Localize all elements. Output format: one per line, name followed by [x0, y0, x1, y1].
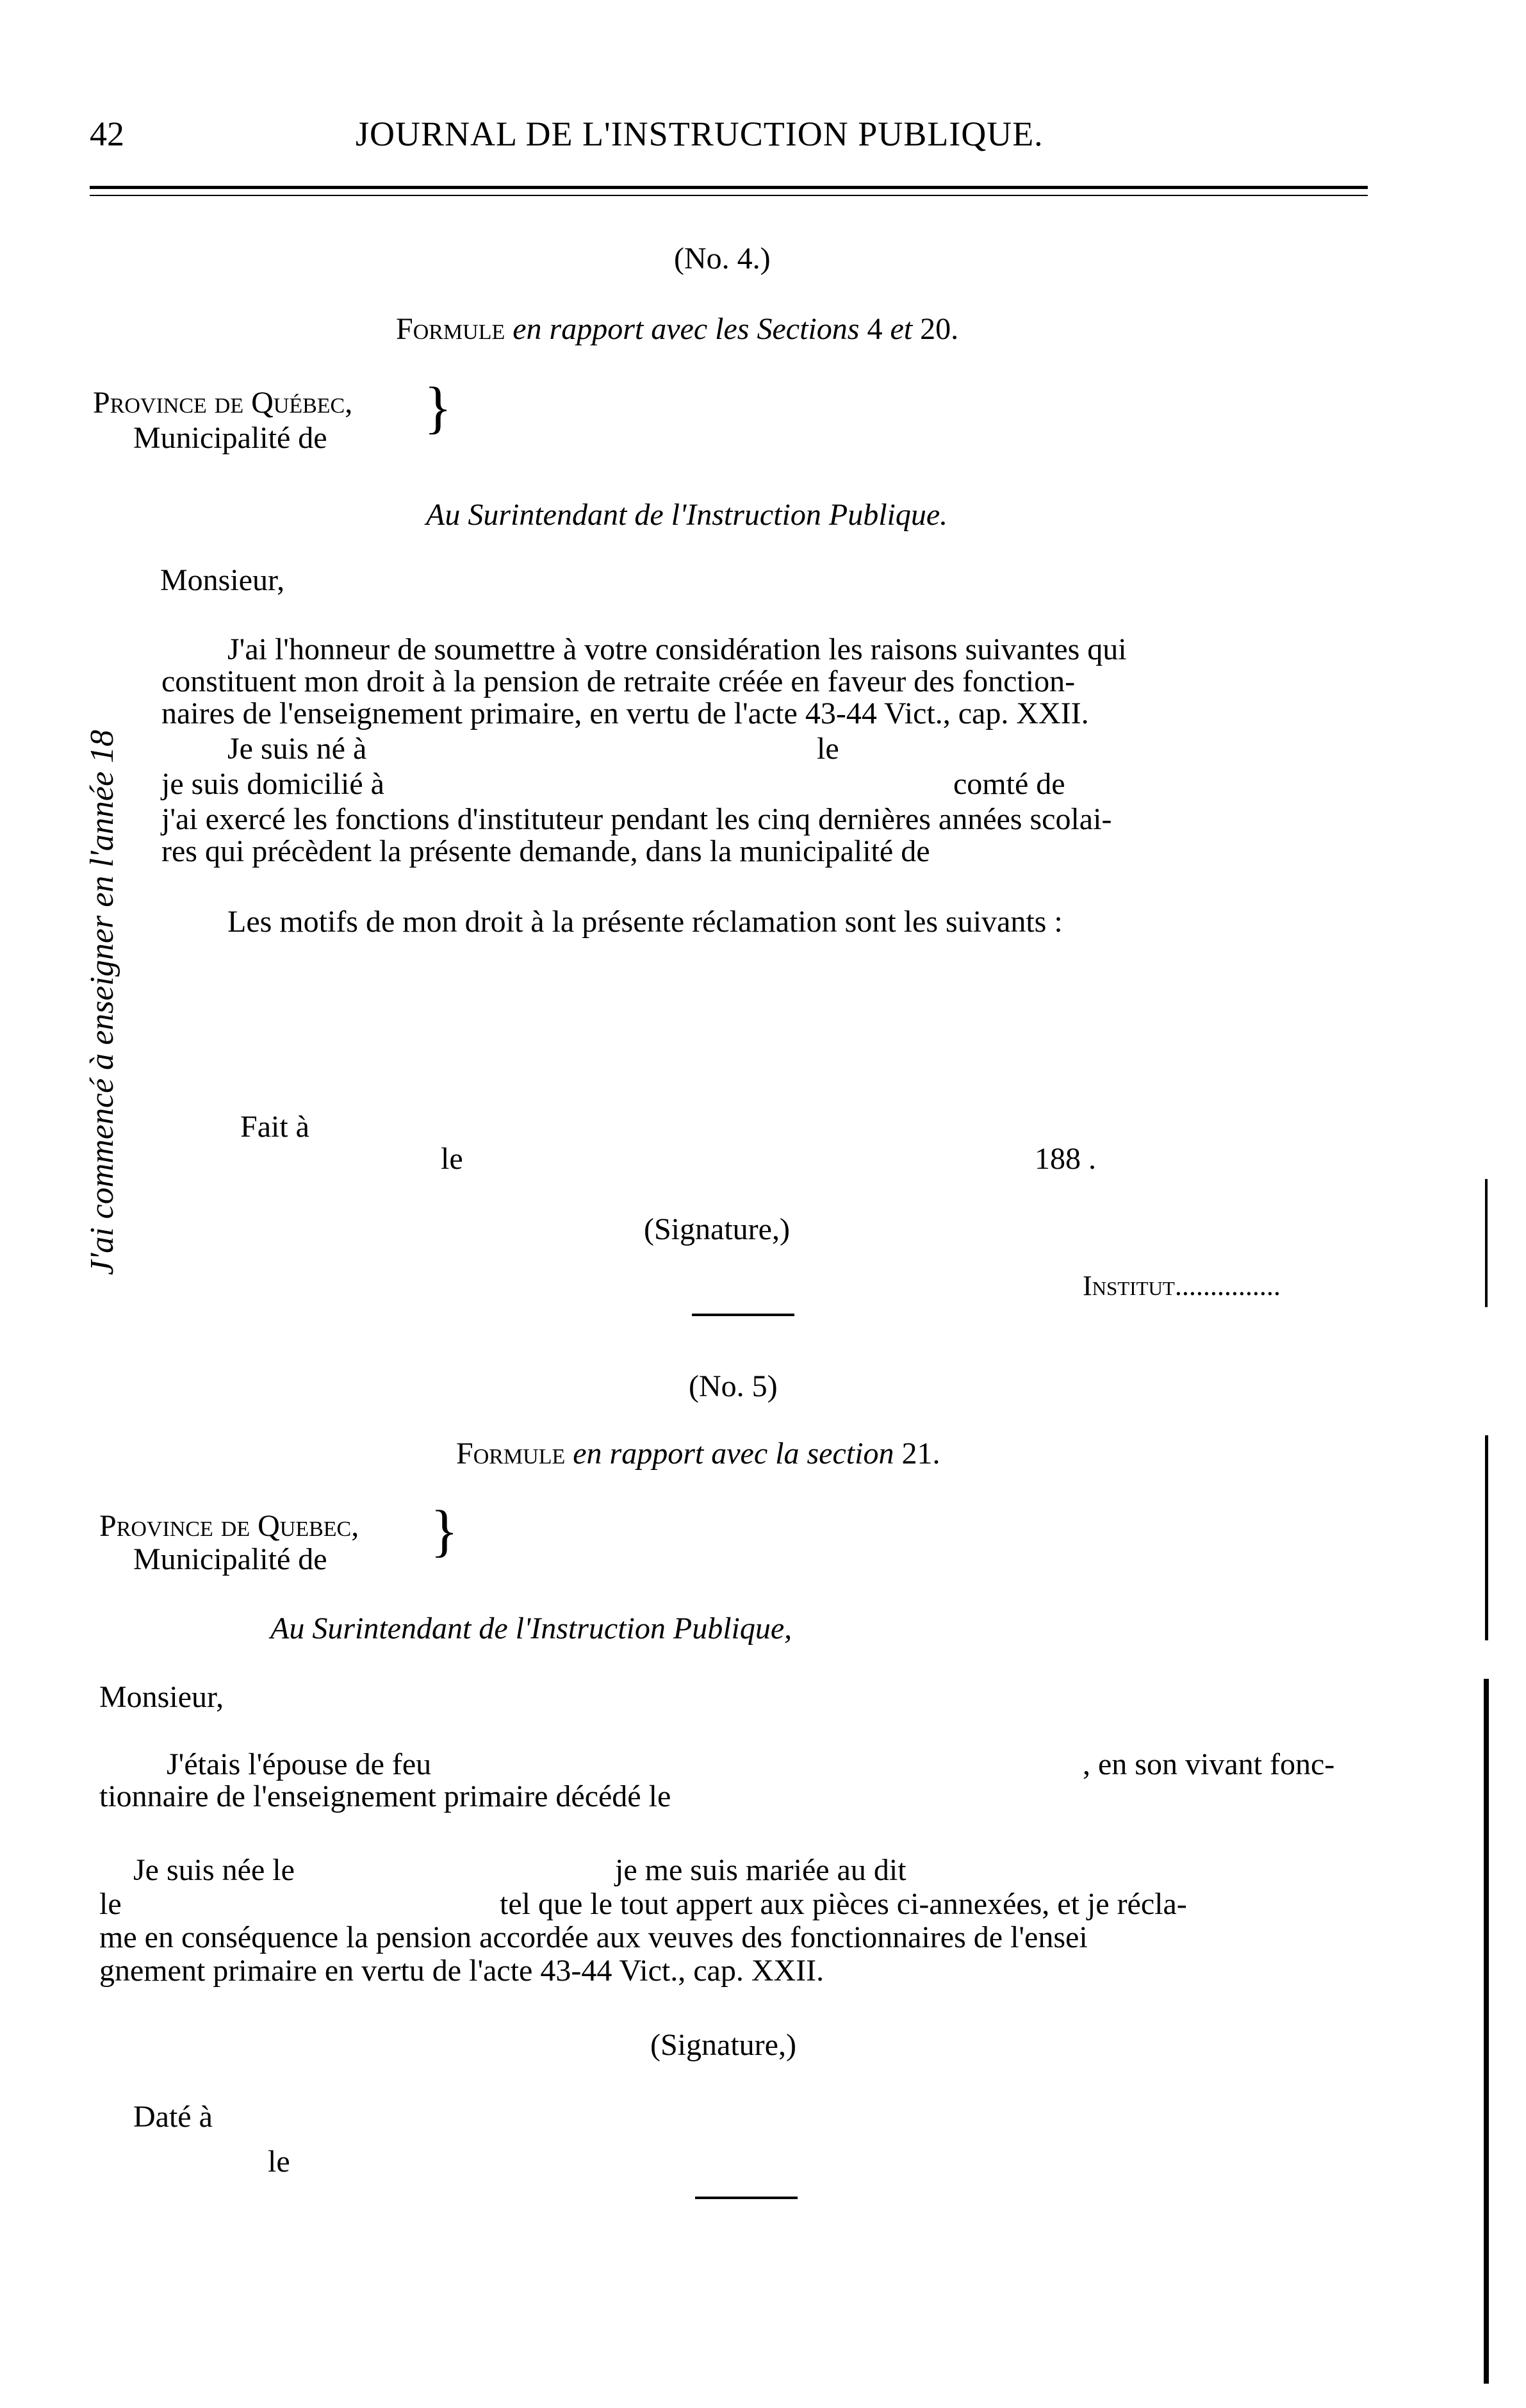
form4-salutation: Monsieur,: [160, 563, 285, 597]
form5-province: Province de Quebec,: [99, 1509, 359, 1543]
form5-line3: me en conséquence la pension accordée aux veuves des fonctionnaires de l'ensei: [99, 1920, 1088, 1954]
form4-comte: comté de: [953, 767, 1065, 801]
form5-line4: gnement primaire en vertu de l'acte 43-44 Vict., cap. XXII.: [99, 1954, 825, 1988]
form4-et: et: [890, 312, 913, 346]
form5-epouse-line2: tionnaire de l'enseignement primaire décédé le: [99, 1779, 671, 1813]
form4-domicilie: je suis domicilié à: [161, 767, 384, 801]
form4-motifs: Les motifs de mon droit à la présente réclamation sont les suivants :: [227, 905, 1063, 939]
form4-province: Province de Québec,: [93, 386, 353, 420]
header-rule-thick: [90, 186, 1368, 189]
form-separator: [692, 1314, 794, 1316]
form5-brace: }: [431, 1499, 459, 1563]
scan-edge-bar: [1485, 1179, 1488, 1307]
form4-formule: [396, 314, 958, 345]
form4-fait-le: le: [441, 1142, 463, 1176]
form4-exerce-line: j'ai exercé les fonctions d'instituteur pendant les cinq dernières années scolai-: [161, 802, 1112, 836]
form5-salutation: Monsieur,: [99, 1680, 224, 1714]
header-rule-thin: [90, 195, 1368, 196]
scan-edge-bar: [1484, 1679, 1489, 2384]
form4-section-4: 4: [867, 312, 883, 346]
form5-nee-b: je me suis mariée au dit: [615, 1853, 907, 1887]
form4-ne-le: le: [817, 732, 839, 766]
form4-addressee: Au Surintendant de l'Instruction Publique.: [426, 498, 948, 532]
scan-edge-bar: [1485, 1435, 1488, 1640]
form4-formule-label: Formule: [396, 312, 505, 346]
form4-brace: }: [424, 376, 452, 440]
form5-number: (No. 5): [689, 1369, 778, 1403]
form4-para-line: J'ai l'honneur de soumettre à votre considération les raisons suivantes qui: [227, 632, 1127, 666]
form5-le: le: [99, 1887, 122, 1921]
form5-municipalite: Municipalité de: [133, 1542, 327, 1576]
form5-tel-que: tel que le tout appert aux pièces ci-annexées, et je récla-: [500, 1887, 1187, 1921]
form4-fait-a: Fait à: [240, 1110, 309, 1144]
form5-formule-label: Formule: [456, 1437, 566, 1471]
form4-number: (No. 4.): [674, 242, 771, 276]
form4-exerce-line: res qui précèdent la présente demande, dans la municipalité de: [161, 834, 930, 868]
form5-nee-a: Je suis née le: [133, 1853, 295, 1887]
form5-epouse-b: , en son vivant fonc-: [1083, 1747, 1335, 1781]
form4-municipalite: Municipalité de: [133, 421, 327, 455]
side-note-text: J'ai commencé à enseigner en l'année 18: [84, 729, 120, 1275]
form5-epouse-a: J'étais l'épouse de feu: [167, 1747, 432, 1781]
form5-section: 21.: [901, 1437, 940, 1471]
end-separator: [695, 2197, 798, 2199]
form4-institut-dots: ...............: [1174, 1270, 1281, 1301]
form4-formule-text: en rapport avec les Sections: [513, 312, 860, 346]
form4-ne-a: Je suis né à: [227, 732, 367, 766]
form4-institut: [1083, 1272, 1281, 1300]
form5-addressee: Au Surintendant de l'Instruction Publique,: [270, 1612, 792, 1645]
form5-date-a: Daté à: [133, 2100, 213, 2134]
form5-formule-text: en rapport avec la section: [573, 1437, 894, 1471]
form4-institut-label: Institut: [1083, 1270, 1175, 1301]
form4-para-line: naires de l'enseignement primaire, en vertu de l'acte 43-44 Vict., cap. XXII.: [161, 697, 1089, 730]
running-title: JOURNAL DE L'INSTRUCTION PUBLIQUE.: [356, 115, 1044, 153]
form4-para-line: constituent mon droit à la pension de retraite créée en faveur des fonction-: [161, 664, 1076, 698]
form5-date-le: le: [268, 2145, 290, 2179]
form4-year: 188 .: [1035, 1142, 1096, 1176]
page-number: 42: [90, 115, 124, 153]
form5-signature: (Signature,): [650, 2028, 796, 2062]
form5-formule: [456, 1439, 940, 1469]
form4-signature: (Signature,): [644, 1212, 790, 1246]
form4-section-20: 20.: [920, 312, 959, 346]
